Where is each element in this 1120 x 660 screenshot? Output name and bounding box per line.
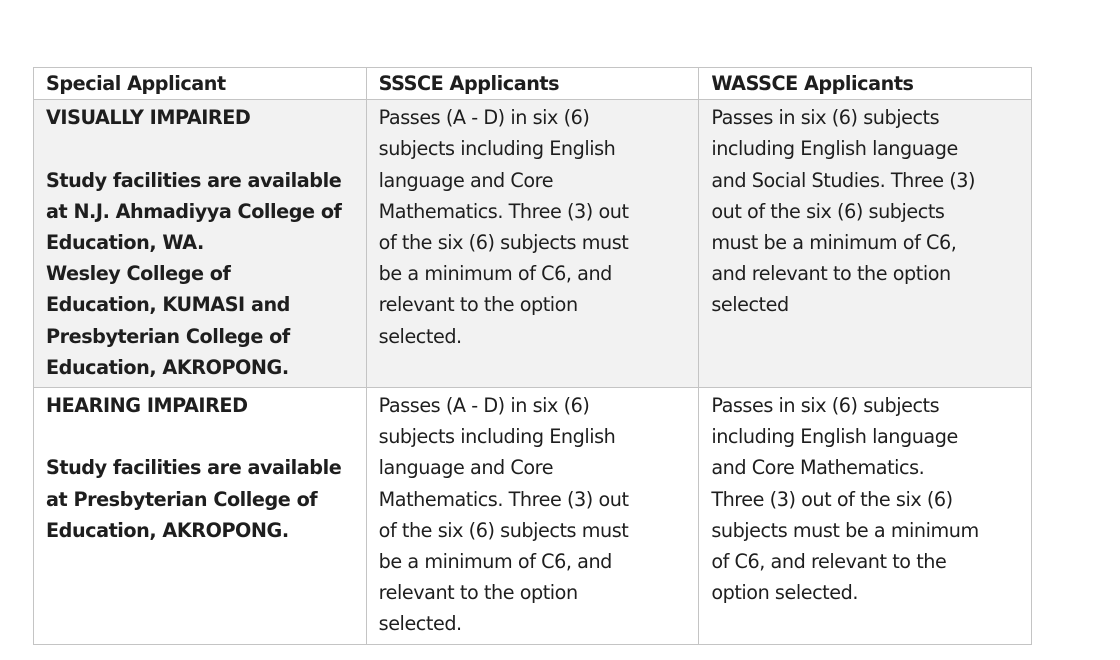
header-special-applicant: Special Applicant: [34, 68, 367, 100]
facilities-line: Education, AKROPONG.: [46, 518, 289, 542]
requirement-line: Passes (A - D) in six (6): [378, 394, 590, 418]
requirement-line: of the six (6) subjects must: [378, 518, 629, 542]
requirement-line: must be a minimum of C6,: [711, 231, 957, 255]
requirement-line: subjects must be a minimum: [711, 518, 979, 542]
requirement-line: Passes (A - D) in six (6): [378, 106, 590, 130]
facilities-line: Presbyterian College of: [46, 324, 290, 348]
spacer: [46, 133, 355, 164]
requirement-line: subjects including English: [378, 137, 616, 161]
facilities-line: Education, AKROPONG.: [46, 355, 289, 379]
requirement-line: and Social Studies. Three (3): [711, 168, 976, 192]
table-row-visually-impaired: [34, 100, 1032, 388]
requirement-line: be a minimum of C6, and: [378, 262, 612, 286]
category-label: VISUALLY IMPAIRED: [46, 106, 251, 130]
requirement-line: and Core Mathematics.: [711, 456, 925, 480]
requirement-line: selected.: [378, 612, 462, 636]
special-applicants-table: [33, 67, 1032, 645]
header-sssce-applicants: SSSCE Applicants: [366, 68, 699, 100]
requirement-line: Mathematics. Three (3) out: [378, 487, 629, 511]
facilities-line: Education, KUMASI and: [46, 293, 290, 317]
category-label: HEARING IMPAIRED: [46, 394, 248, 418]
requirement-line: selected.: [378, 324, 462, 348]
facilities-line: Study facilities are available: [46, 168, 342, 192]
facilities-line: Education, WA.: [46, 231, 204, 254]
requirement-line: out of the six (6) subjects: [711, 199, 945, 223]
table-row-hearing-impaired: [34, 388, 1032, 645]
facilities-line: at Presbyterian College of: [46, 487, 318, 511]
facilities-line: Wesley College of: [46, 262, 231, 286]
requirement-line: Passes in six (6) subjects: [711, 106, 940, 130]
cell-wassce-requirements: [699, 388, 1032, 645]
cell-sssce-requirements: [366, 388, 699, 645]
cell-special-applicant: [34, 388, 367, 645]
requirement-line: selected: [711, 293, 789, 317]
spacer: [46, 421, 355, 452]
requirement-line: language and Core: [378, 456, 554, 480]
requirement-line: relevant to the option: [378, 581, 578, 605]
cell-sssce-requirements: [366, 100, 699, 388]
requirement-line: Three (3) out of the six (6): [711, 487, 953, 511]
requirement-line: option selected.: [711, 581, 858, 605]
facilities-line: at N.J. Ahmadiyya College of: [46, 199, 342, 223]
requirement-line: Mathematics. Three (3) out: [378, 199, 629, 223]
requirement-line: be a minimum of C6, and: [378, 550, 612, 574]
requirement-line: Passes in six (6) subjects: [711, 394, 940, 418]
requirement-line: including English language: [711, 425, 958, 449]
requirement-line: relevant to the option: [378, 293, 578, 317]
requirement-line: and relevant to the option: [711, 262, 951, 286]
cell-special-applicant: [34, 100, 367, 388]
requirement-line: including English language: [711, 137, 958, 161]
cell-wassce-requirements: [699, 100, 1032, 388]
requirement-line: of C6, and relevant to the: [711, 550, 947, 574]
requirement-line: language and Core: [378, 168, 554, 192]
requirement-line: of the six (6) subjects must: [378, 231, 629, 255]
table-header-row: [34, 68, 1032, 100]
facilities-line: Study facilities are available: [46, 456, 342, 480]
requirement-line: subjects including English: [378, 425, 616, 449]
header-wassce-applicants: WASSCE Applicants: [699, 68, 1032, 100]
